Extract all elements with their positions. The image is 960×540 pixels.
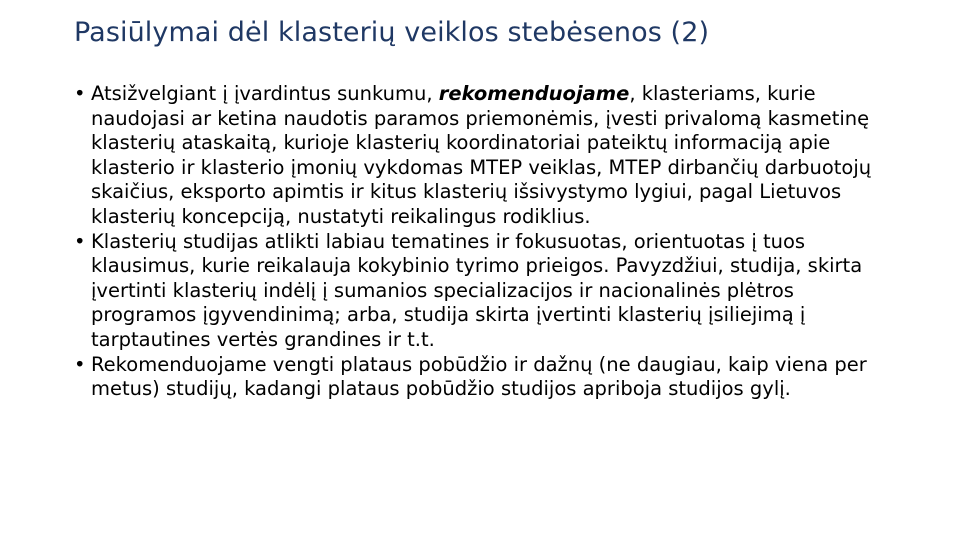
bullet-dot: • <box>74 352 86 376</box>
bullet-1-text-start: Atsižvelgiant į įvardintus sunkumu, <box>91 82 439 105</box>
bullet-item-2 <box>74 230 894 353</box>
bullet-1-text-end: , klasteriams, kurie naudojasi ar ketina naudotis paramos priemonėmis, įvesti privalomą kasmetinę klasterių ataskaitą, kurioje klasterių koordinatoriai pateiktų informaciją apie klasterio ir klasterio įmonių vykdomas MTEP veiklas, MTEP dirbančių darbuotojų skaičius, eksporto apimtis ir kitus klasterių išsivystymo lygiui, pagal Lietuvos klasterių koncepciją, nustatyti reikalingus rodiklius. <box>91 82 872 228</box>
slide-title: Pasiūlymai dėl klasterių veiklos stebėsenos (2) <box>74 17 710 48</box>
bullet-item-1 <box>74 82 894 229</box>
bullet-dot: • <box>74 82 86 105</box>
bullet-1-emphasis: rekomenduojame <box>438 82 630 105</box>
bullet-item-3 <box>74 353 894 402</box>
bullet-2-text: Klasterių studijas atlikti labiau tematines ir fokusuotas, orientuotas į tuos klausimus, kurie reikalauja kokybinio tyrimo prieigos. Pavyzdžiui, studija, skirta įvertinti klasterių indėlį į sumanios specializacijos ir nacionalinės plėtros programos įgyvendinimą; arba, studija skirta įvertinti klasterių įsiliejimą į tarptautines vertės grandines ir t.t. <box>91 229 863 351</box>
bullet-dot: • <box>74 229 86 253</box>
bullet-list <box>74 82 894 402</box>
bullet-3-text: Rekomenduojame vengti plataus pobūdžio ir dažnų (ne daugiau, kaip viena per metus) studijų, kadangi plataus pobūdžio studijos apriboja studijos gylį. <box>91 352 867 400</box>
